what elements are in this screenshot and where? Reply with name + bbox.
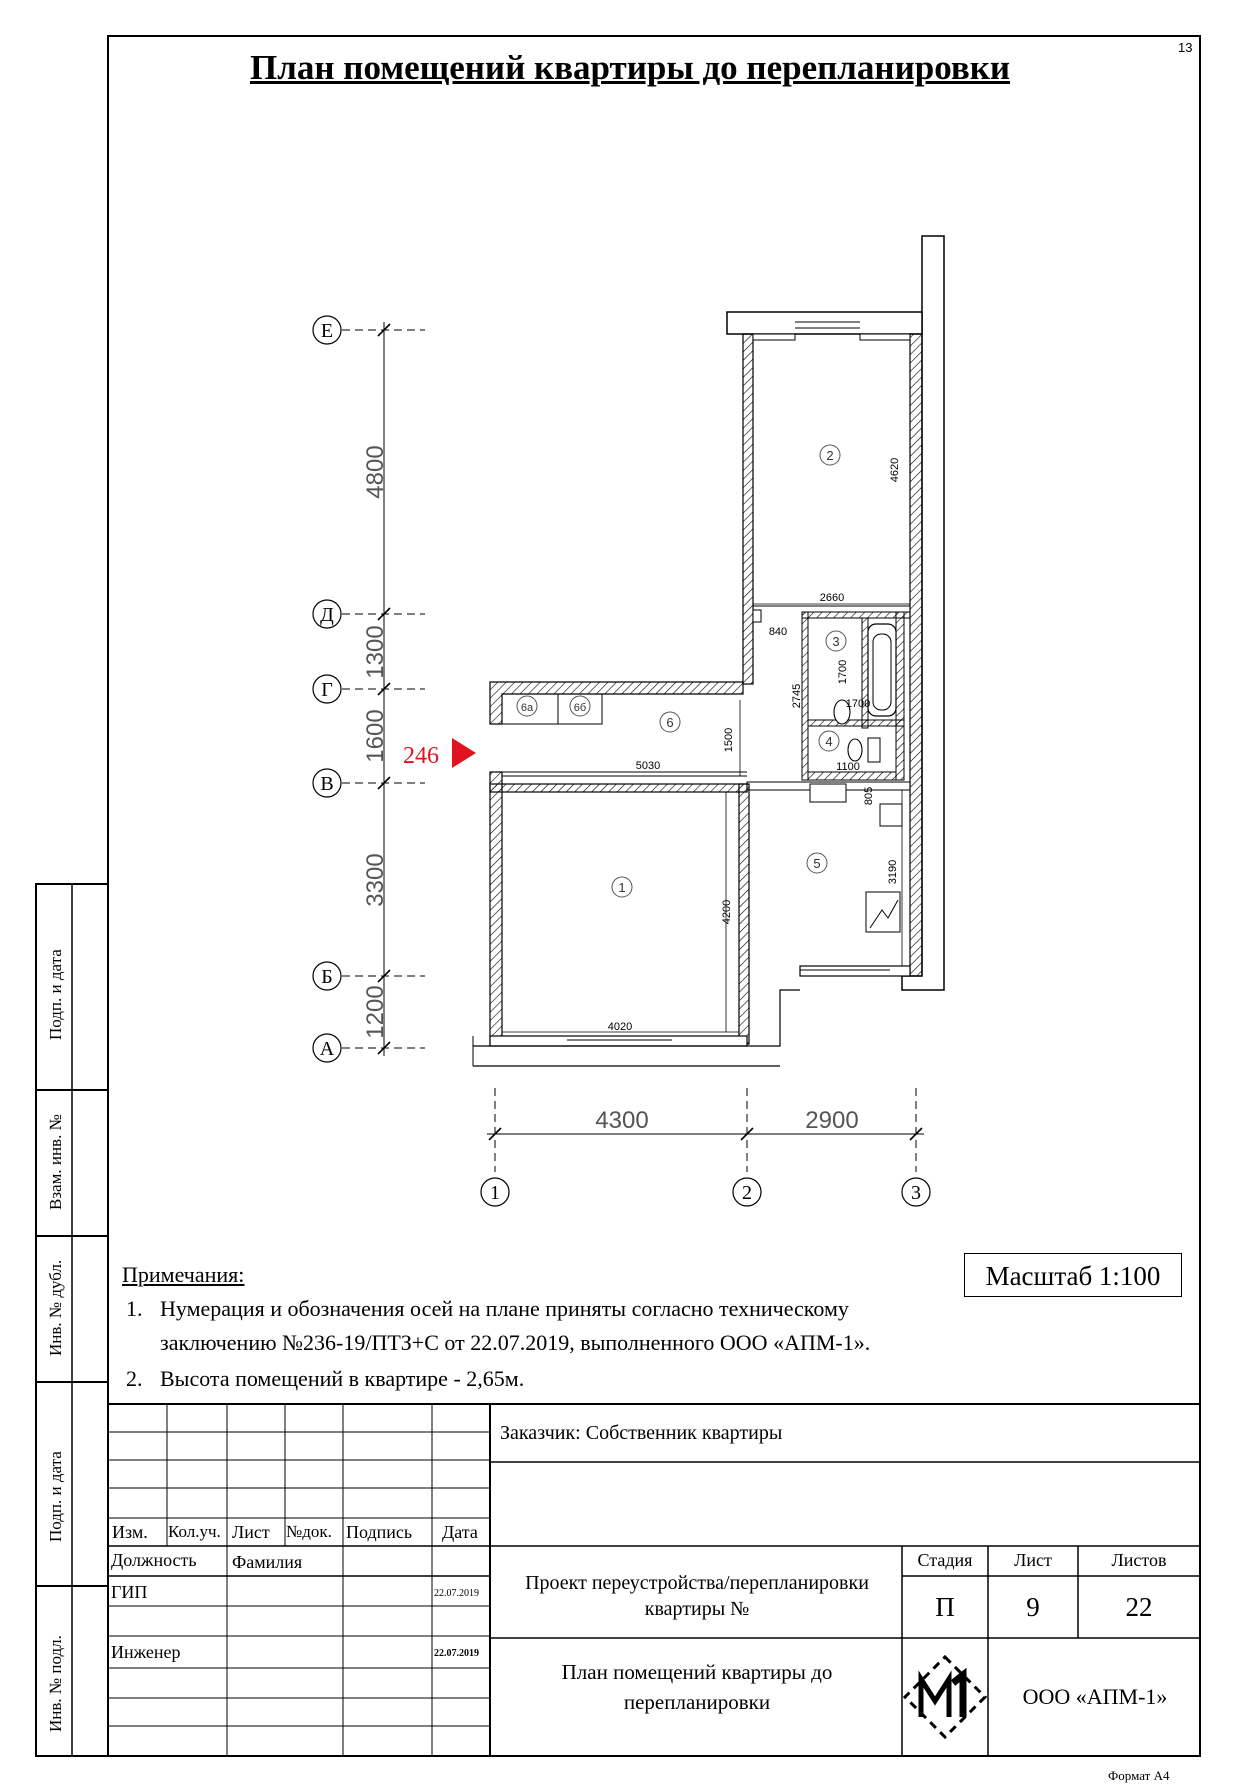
dim-1300: 1300 [362,625,389,679]
inner-dim-840: 840 [768,626,788,638]
side-label-replace-inv: Взам. инв. № [46,1114,65,1210]
axis-label-E: Е [320,320,334,342]
axis-label-1: 1 [490,1182,500,1204]
room-label-6: 6 [666,715,674,730]
inner-dim-2745: 2745 [791,683,803,709]
scale-label: Масштаб 1:100 [964,1253,1182,1297]
sheet-value: 9 [1026,1592,1040,1622]
entrance-marker [452,738,476,768]
format-label: Формат А4 [1108,1768,1170,1783]
inner-dim-1100: 1100 [836,761,860,773]
row-date-engineer: 22.07.2019 [434,1648,479,1659]
room-label-5: 5 [813,856,821,871]
inner-dim-1500: 1500 [723,727,735,753]
position-header: Должность [111,1550,197,1570]
sheet-frame [108,36,1200,1756]
col-header-ndok: №док. [286,1522,332,1541]
company-name: ООО «АПМ-1» [1022,1684,1168,1709]
dim-4300: 4300 [595,1107,649,1134]
note-1-line1: Нумерация и обозначения осей на плане приняты согласно техническому [160,1296,849,1321]
side-label-dup-inv: Инв. № дубл. [46,1259,65,1356]
side-label-orig-inv: Инв. № подл. [46,1635,65,1732]
inner-dim-5030: 5030 [635,760,661,772]
dim-2900: 2900 [805,1107,859,1134]
customer-label: Заказчик: Собственник квартиры [500,1422,783,1444]
sheet-title-line1: План помещений квартиры до [561,1660,833,1684]
inner-dim-2660: 2660 [819,592,845,604]
room-label-2: 2 [826,448,834,463]
sheets-header: Листов [1111,1550,1167,1570]
row-position-gip: ГИП [111,1582,148,1602]
surname-header: Фамилия [232,1552,303,1572]
row-position-engineer: Инженер [111,1642,181,1662]
side-label-sign-date-2: Подп. и дата [46,1451,65,1542]
notes-heading: Примечания: [122,1262,245,1287]
dim-3300: 3300 [362,853,389,907]
note-1-number: 1. [126,1296,143,1321]
room-label-6a: 6а [520,702,534,714]
inner-dim-4020: 4020 [607,1021,633,1033]
room-label-1: 1 [618,880,626,895]
room-label-3: 3 [832,634,840,649]
project-title-line2: квартиры № [644,1598,750,1620]
dim-1200: 1200 [362,985,389,1039]
dim-4800: 4800 [362,445,389,499]
room-label-4: 4 [825,734,833,749]
inner-dim-4620: 4620 [889,457,901,483]
stage-header: Стадия [917,1550,973,1570]
note-2-number: 2. [126,1366,143,1391]
axis-label-V: В [320,773,334,795]
stage-value: П [935,1592,955,1622]
sheet-title-line2: перепланировки [623,1690,771,1714]
company-logo [905,1657,985,1737]
inner-dim-4200: 4200 [721,899,733,925]
dim-1600: 1600 [362,709,389,763]
col-header-izm: Изм. [112,1522,148,1542]
drawing-title: План помещений квартиры до перепланировки [250,48,1011,87]
axis-label-G: Г [321,679,333,701]
col-header-koluch: Кол.уч. [168,1522,221,1541]
bathtub [868,624,896,716]
sheet-header: Лист [1014,1550,1052,1570]
inner-dim-805: 805 [863,786,875,806]
col-header-signature: Подпись [346,1522,413,1542]
axis-label-D: Д [320,604,334,626]
axis-label-A: А [319,1038,335,1060]
axis-label-B: Б [321,966,333,988]
axis-label-3: 3 [911,1182,921,1204]
inner-dim-1700-b: 1700 [845,698,871,710]
row-date-gip: 22.07.2019 [434,1588,479,1599]
sheets-value: 22 [1125,1592,1153,1622]
inner-dim-3190: 3190 [887,859,899,885]
project-title-line1: Проект переустройства/перепланировки [525,1572,869,1594]
toilet-icon [848,739,862,761]
note-1-line2: заключению №236-19/ПТЗ+С от 22.07.2019, выполненного ООО «АПМ-1». [160,1330,871,1355]
col-header-date: Дата [442,1522,478,1542]
col-header-list: Лист [232,1522,270,1542]
room-label-6b: 6б [573,702,587,714]
page-number: 13 [1178,40,1193,55]
entrance-marker-label: 246 [403,743,439,769]
note-2-line1: Высота помещений в квартире - 2,65м. [160,1366,525,1391]
side-label-sign-date-1: Подп. и дата [46,949,65,1040]
inner-dim-1700-a: 1700 [837,659,849,685]
axis-label-2: 2 [742,1182,752,1204]
